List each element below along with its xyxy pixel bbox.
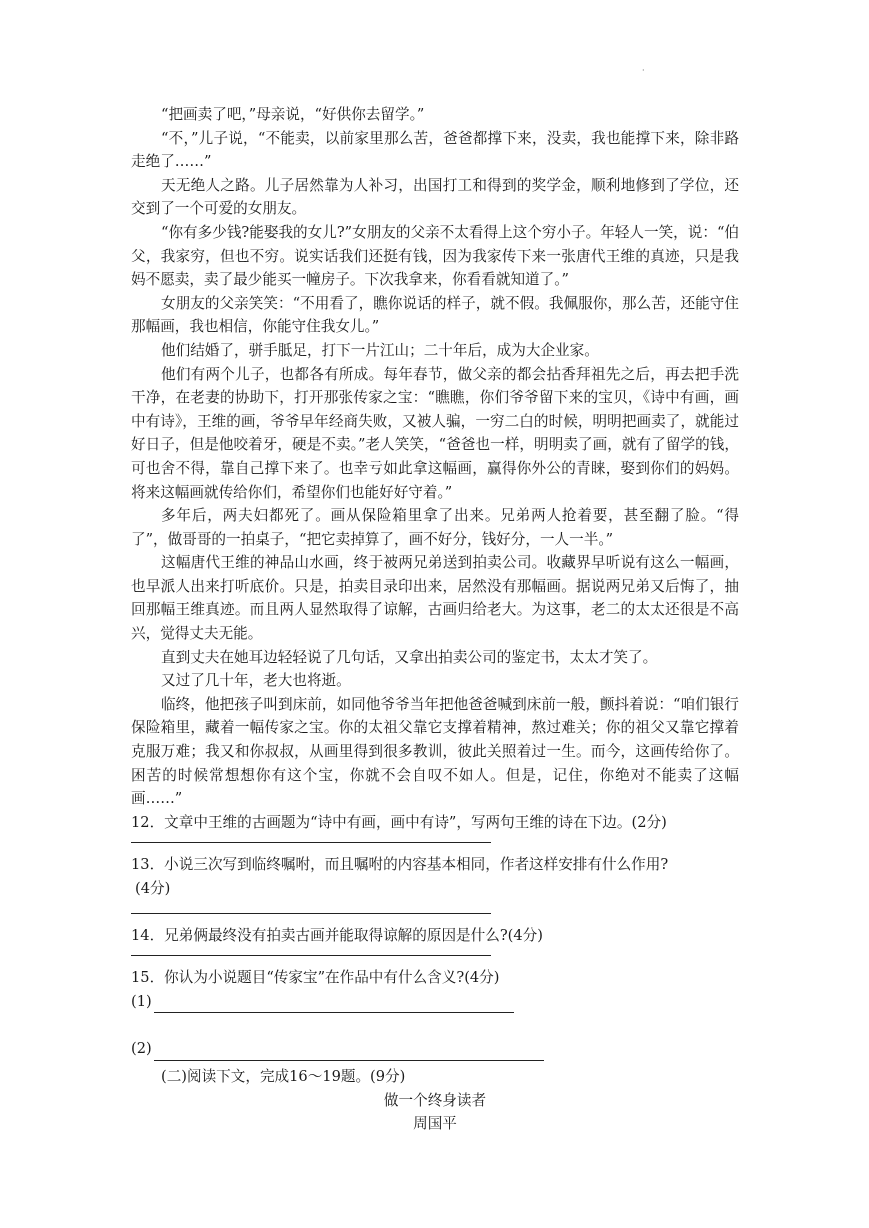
story-paragraph: 这幅唐代王维的神品山水画，终于被两兄弟送到拍卖公司。收藏界早听说有这么一幅画，也早派人出来打听底价。只是，拍卖目录印出来，居然没有那幅画。据说两兄弟又后悔了，抽回那幅王维真迹。而且两人显然取得了谅解，古画归给老大。为这事，老二的太太还很是不高兴，觉得丈夫无能。 — [131, 554, 739, 643]
section-intro: (二)阅读下文，完成16～19题。(9分) — [161, 1067, 406, 1085]
story-paragraph: 女朋友的父亲笑笑：“不用看了，瞧你说话的样子，就不假。我佩服你，那么苦，还能守住那幅画，我也相信，你能守住我女儿。” — [131, 294, 739, 336]
story-paragraph: “你有多少钱?能娶我的女儿?”女朋友的父亲不太看得上这个穷小子。年轻人一笑，说：“伯父，我家穷，但也不穷。说实话我们还挺有钱，因为我家传下来一张唐代王维的真迹，只是我妈不愿卖，卖了最少能买一幢房子。下次我拿来，你看看就知道了。” — [131, 223, 740, 289]
answer-label-1: (1) — [131, 992, 152, 1010]
answer-line-15-1[interactable] — [154, 996, 514, 1013]
story-paragraph: “不，”儿子说，“不能卖，以前家里那么苦，爸爸都撑下来，没卖，我也能撑下来，除非路走绝了……” — [131, 129, 739, 171]
article-author: 周国平 — [413, 1115, 457, 1133]
story-paragraph: 临终，他把孩子叫到床前，如同他爷爷当年把他爸爸喊到床前一般，颤抖着说：“咱们银行保险箱里，藏着一幅传家之宝。你的太祖父靠它支撑着精神，熬过难关；你的祖父又靠它撑着克服万难；我又和你叔叔，从画里得到很多教训，彼此关照着过一生。而今，这画传给你了。困苦的时候常想想你有这个宝，你就不会自叹不如人。但是，记住，你绝对不能卖了这幅画……” — [131, 695, 739, 808]
page-dot-mark: · — [642, 66, 645, 75]
story-paragraph: “把画卖了吧，”母亲说，“好供你去留学。” — [161, 106, 425, 123]
question-13-score: (4分) — [135, 880, 171, 897]
answer-line-13[interactable] — [131, 913, 491, 914]
question-14: 14．兄弟俩最终没有拍卖古画并能取得谅解的原因是什么?(4分) — [131, 926, 543, 944]
answer-label-2: (2) — [131, 1040, 152, 1058]
document-page — [131, 103, 739, 1136]
story-paragraph: 他们有两个儿子，也都各有所成。每年春节，做父亲的都会拈香拜祖先之后，再去把手洗干净，在老妻的协助下，打开那张传家之宝：“瞧瞧，你们爷爷留下来的宝贝，《诗中有画，画中有诗》，王维的画，爷爷早年经商失败，又被人骗，一穷二白的时候，明明把画卖了，就能过好日子，但是他咬着牙，硬是不卖。”老人笑笑，“爸爸也一样，明明卖了画，就有了留学的钱，可也舍不得，靠自己撑下来了。也幸亏如此拿这幅画，赢得你外公的青睐，娶到你们的妈妈。将来这幅画就传给你们，希望你们也能好好守着。” — [131, 365, 739, 501]
story-paragraph: 直到丈夫在她耳边轻轻说了几句话，又拿出拍卖公司的鉴定书，太太才笑了。 — [161, 648, 658, 666]
question-12: 12．文章中王维的古画题为“诗中有画，画中有诗”，写两句王维的诗在下边。(2分) — [131, 813, 667, 831]
article-title: 做一个终身读者 — [383, 1091, 487, 1109]
question-13: 13．小说三次写到临终嘱咐，而且嘱咐的内容基本相同，作者这样安排有什么作用? — [131, 856, 669, 874]
story-paragraph: 天无绝人之路。儿子居然靠为人补习，出国打工和得到的奖学金，顺利地修到了学位，还交到了一个可爱的女朋友。 — [131, 176, 739, 218]
answer-row-2 — [131, 1037, 739, 1061]
answer-line-15-2[interactable] — [154, 1044, 544, 1061]
answer-row-1 — [131, 990, 739, 1014]
story-paragraph: 他们结婚了，骈手胝足，打下一片江山；二十年后，成为大企业家。 — [161, 341, 599, 359]
question-15: 15．你认为小说题目“传家宝”在作品中有什么含义?(4分) — [131, 969, 500, 987]
story-paragraph: 又过了几十年，老大也将逝。 — [161, 672, 351, 690]
answer-line-14[interactable] — [131, 955, 491, 956]
answer-line-12[interactable] — [131, 842, 491, 843]
story-paragraph: 多年后，两夫妇都死了。画从保险箱里拿了出来。兄弟两人抢着要，甚至翻了脸。“得了”，做哥哥的一拍桌子，“把它卖掉算了，画不好分，钱好分，一人一半。” — [131, 507, 739, 548]
